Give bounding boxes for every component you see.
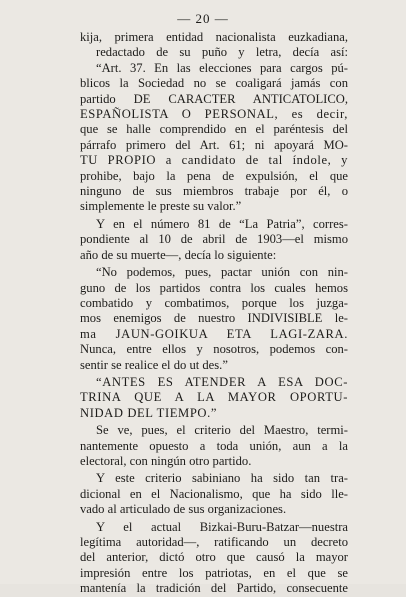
text-line: dicional en el Nacionalismo, que ha sido lle- xyxy=(80,486,348,501)
page-number: — 20 — xyxy=(177,11,229,26)
text-line: NIDAD DEL TIEMPO.” xyxy=(80,405,218,420)
text-line: párrafo primero del Art. 61; ni apoyará MO- xyxy=(80,137,348,152)
text-line: Y este criterio sabiniano ha sido tan tra- xyxy=(96,471,348,486)
text-line: mantenía la tradición del Partido, consecuente xyxy=(80,581,348,596)
text-line: legítima autoridad—, ratificando un decreto xyxy=(80,535,348,549)
text-line: kija, primera entidad nacionalista euzkadiana, xyxy=(80,30,348,44)
text-line: electoral, con ningún otro partido. xyxy=(80,453,252,468)
text-line: blicos la Sociedad no se coaligará jamás con xyxy=(80,76,348,91)
text-line: Se ve, pues, el criterio del Maestro, termi- xyxy=(96,423,348,438)
text-line: vado al articulado de sus organizaciones. xyxy=(80,502,287,517)
text-line: pondiente al 10 de abril de 1903—el mismo xyxy=(80,232,348,247)
text-line: “No podemos, pues, pactar unión con nin- xyxy=(96,265,348,280)
text-line: simplemente le preste su valor.” xyxy=(80,199,242,214)
text-line: TRINA QUE A LA MAYOR OPORTU- xyxy=(80,390,348,405)
text-line: Y el actual Bizkai-Buru-Batzar—nuestra xyxy=(96,519,348,534)
text-line: ninguno de sus miembros trabaje por él, o xyxy=(80,184,348,199)
text-line: del anterior, dictó otro que causó la mayor xyxy=(80,550,348,565)
text-line: TU PROPIO a candidato de tal índole, y xyxy=(80,153,348,168)
text-line: año de su muerte—, decía lo siguiente: xyxy=(80,247,277,262)
text-line: prohibe, bajo la pena de expulsión, el que xyxy=(80,168,348,183)
text-line: Y en el número 81 de “La Patria”, corres- xyxy=(96,216,348,231)
text-line: redactado de su puño y letra, decía así: xyxy=(96,45,348,60)
text-line: mos enemigos de nuestro INDIVISIBLE le- xyxy=(80,311,348,326)
text-line: guno de los partidos contra los cuales hemos xyxy=(80,280,348,295)
text-line: ma JAUN-GOIKUA ETA LAGI-ZARA. xyxy=(80,326,348,341)
text-line: combatido y combatimos, porque los juzga- xyxy=(80,295,348,310)
text-line: “ANTES ES ATENDER A ESA DOC- xyxy=(96,374,348,389)
text-line: Nunca, entre ellos y nosotros, podemos con- xyxy=(80,342,348,357)
text-line: nantemente opuesto a toda unión, aun a la xyxy=(80,438,348,453)
text-line: partido DE CARACTER ANTICATOLICO, xyxy=(80,91,348,106)
text-line: “Art. 37. En las elecciones para cargos pú- xyxy=(96,60,348,75)
text-line: ESPAÑOLISTA O PERSONAL, es decir, xyxy=(80,107,348,122)
text-line: impresión entre los patriotas, en el que se xyxy=(80,565,348,580)
body-text xyxy=(80,30,348,597)
text-line: sentir se realice el do ut des.” xyxy=(80,357,228,372)
text-line: que se halle comprendido en el paréntesis del xyxy=(80,122,348,137)
